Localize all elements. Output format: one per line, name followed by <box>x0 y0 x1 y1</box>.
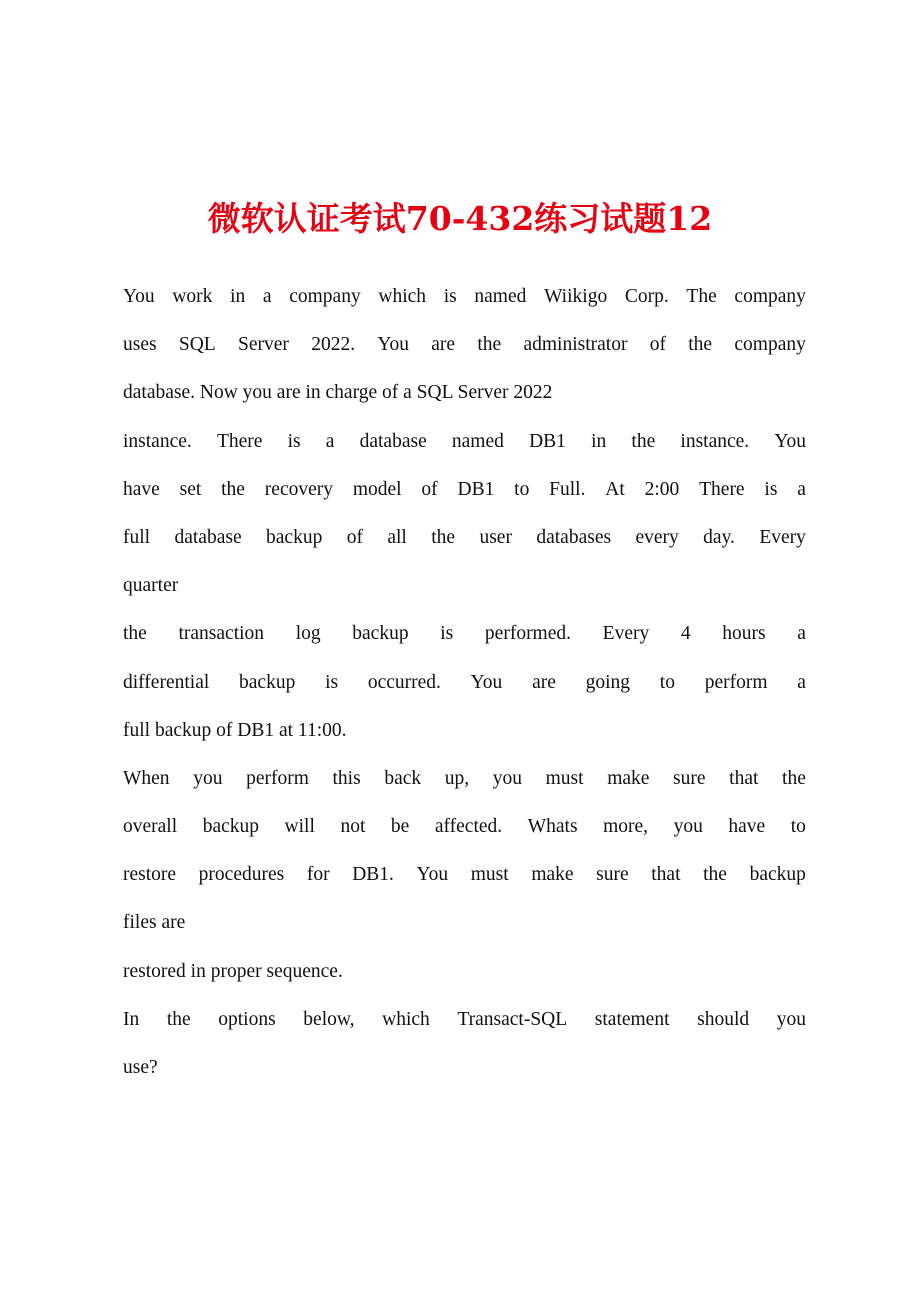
text-line: full backup of DB1 at 11:00. <box>123 719 347 741</box>
text-line: restored in proper sequence. <box>123 960 343 982</box>
document-title: 微软认证考试70-432练习试题12 <box>207 199 713 238</box>
text-line: instance. There is a database named DB1 in the instance. You <box>123 430 806 452</box>
text-line: files are <box>123 912 186 934</box>
text-line: overall backup will not be affected. Whats more, you have to <box>123 816 806 838</box>
text-line: restore procedures for DB1. You must make sure that the backup <box>123 864 806 886</box>
text-line: uses SQL Server 2022. You are the administrator of the company <box>123 334 806 356</box>
question-body <box>123 273 806 1092</box>
text-line: You work in a company which is named Wiikigo Corp. The company <box>123 286 806 307</box>
text-line: In the options below, which Transact-SQL statement should you <box>123 1008 806 1030</box>
text-line: use? <box>123 1057 158 1078</box>
text-line: full database backup of all the user databases every day. Every <box>123 526 806 548</box>
text-line: differential backup is occurred. You are going to perform a <box>123 671 806 693</box>
text-line: database. Now you are in charge of a SQL Server 2022 <box>123 382 553 404</box>
text-line: quarter <box>123 575 179 597</box>
text-line: have set the recovery model of DB1 to Full. At 2:00 There is a <box>123 478 806 500</box>
text-line: When you perform this back up, you must make sure that the <box>123 767 806 789</box>
text-line: the transaction log backup is performed. Every 4 hours a <box>123 623 806 645</box>
